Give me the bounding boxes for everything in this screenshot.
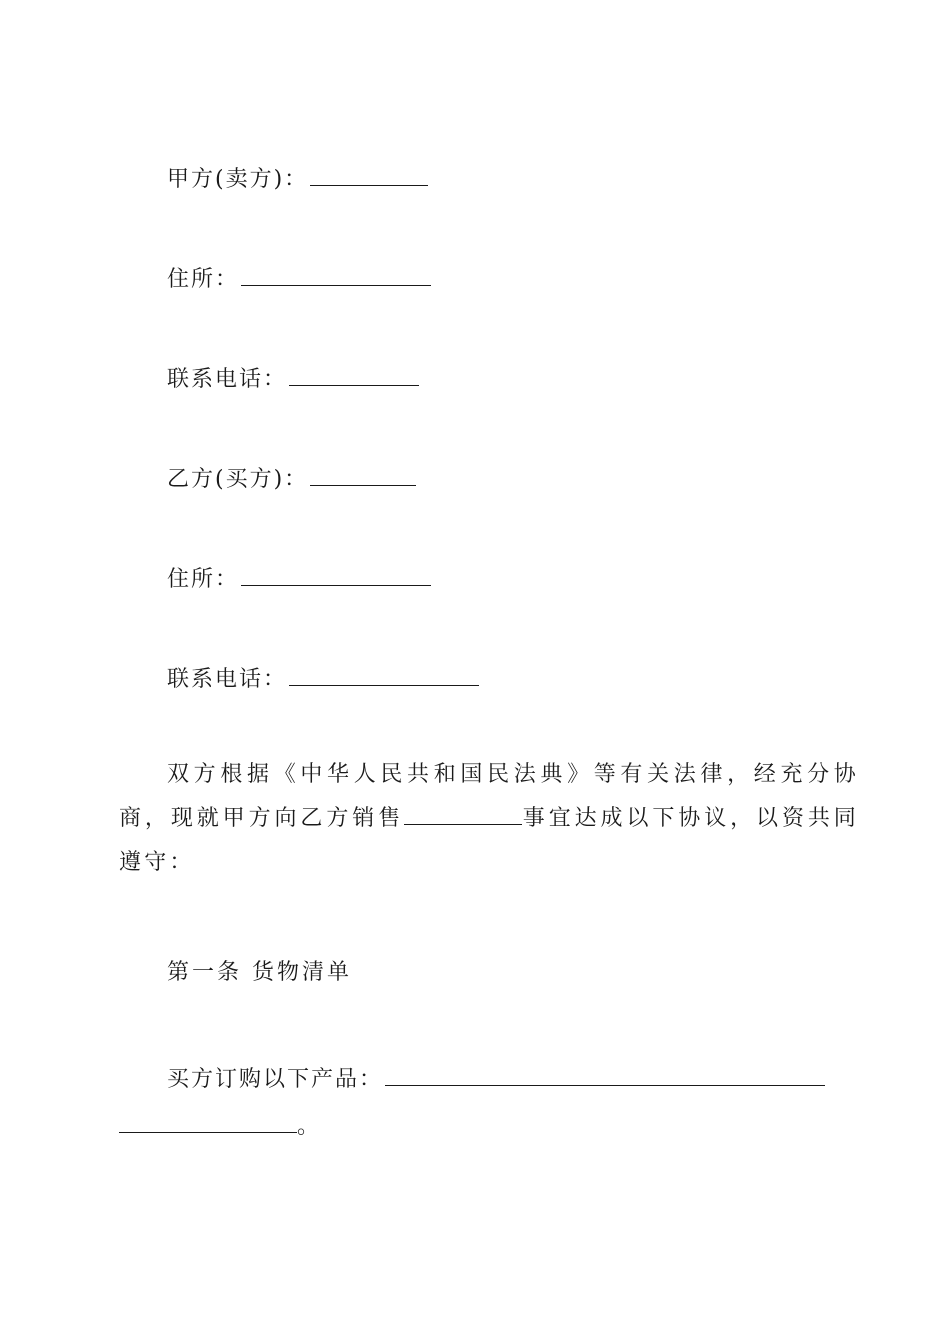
order-line-2 — [119, 1110, 321, 1142]
party-a-address-blank[interactable] — [241, 263, 431, 286]
party-b-blank[interactable] — [310, 463, 416, 486]
party-a-phone-line — [167, 363, 419, 395]
party-a-address-line — [167, 263, 431, 295]
party-a-phone-blank[interactable] — [289, 363, 419, 386]
party-b-address-blank[interactable] — [241, 563, 431, 586]
order-end: 。 — [297, 1114, 322, 1139]
preamble-paragraph — [119, 753, 859, 885]
order-label: 买方订购以下产品： — [167, 1067, 384, 1092]
party-b-label: 乙方(买方)： — [167, 467, 309, 492]
preamble-part1: 双方根据《中华人民共和国民法典》等有关法律，经充分协商，现就甲方向乙方销售 — [119, 762, 859, 831]
party-a-address-label: 住所： — [167, 267, 240, 292]
party-b-phone-line — [167, 663, 479, 695]
order-line — [167, 1063, 825, 1095]
party-a-phone-label: 联系电话： — [167, 367, 288, 392]
party-a-blank[interactable] — [310, 163, 428, 186]
party-b-phone-blank[interactable] — [289, 663, 479, 686]
party-b-line — [167, 463, 416, 495]
party-b-phone-label: 联系电话： — [167, 667, 288, 692]
party-b-address-line — [167, 563, 431, 595]
article-1-heading: 第一条 货物清单 — [167, 960, 352, 985]
preamble-part2: 事宜达成以下协议，以资共同遵守： — [119, 806, 860, 875]
party-a-line — [167, 163, 428, 195]
sale-item-blank[interactable] — [404, 802, 522, 825]
order-blank-2[interactable] — [119, 1110, 297, 1133]
order-blank-1[interactable] — [385, 1063, 825, 1086]
party-a-label: 甲方(卖方)： — [167, 167, 309, 192]
party-b-address-label: 住所： — [167, 567, 240, 592]
